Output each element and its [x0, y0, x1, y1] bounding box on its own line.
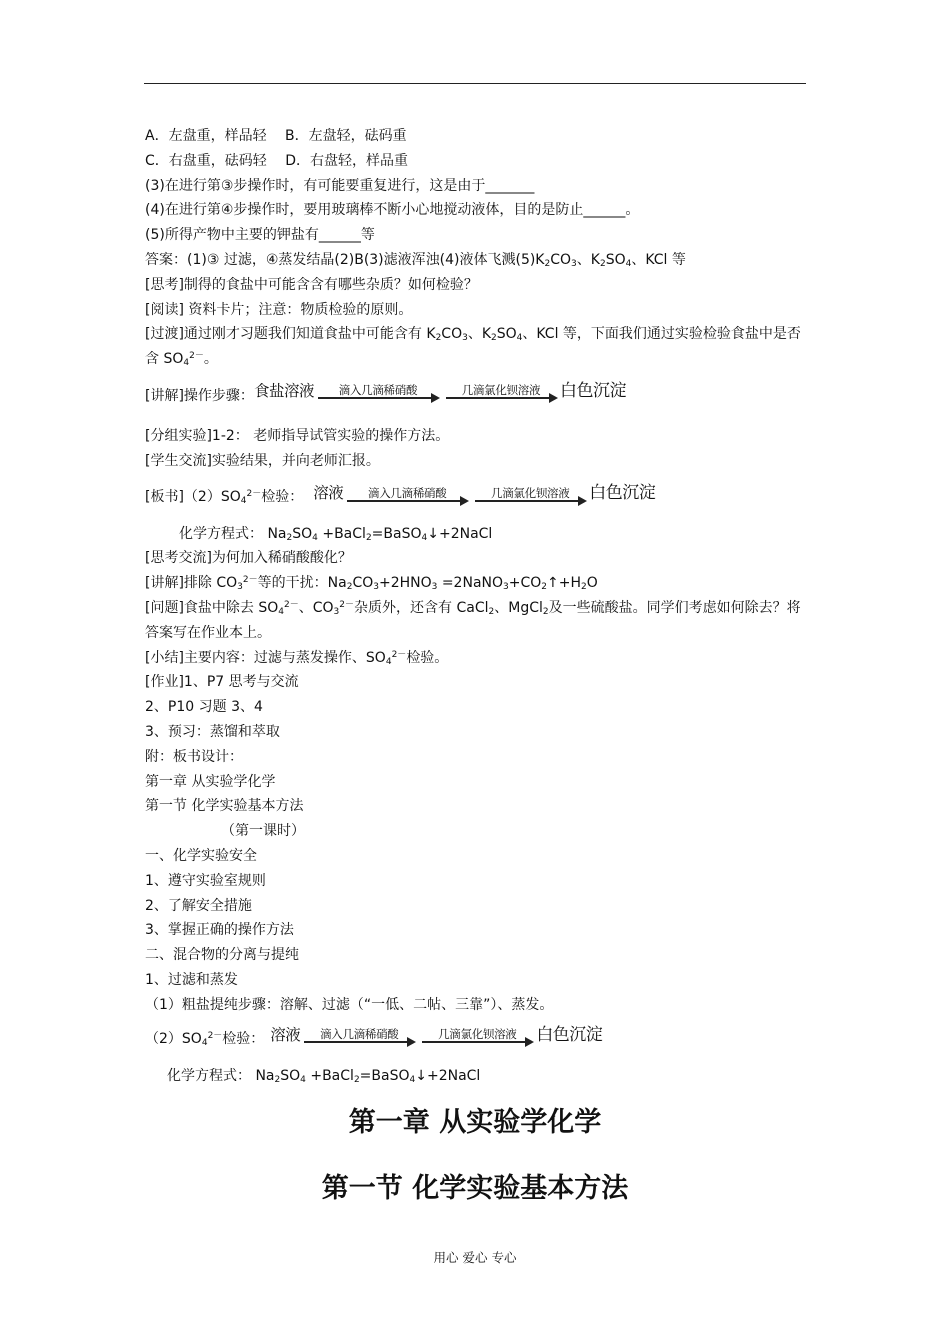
outline-test-label: $(2)SO_4^{2-}$检验：: [145, 1031, 265, 1049]
flow-arrow-2: 几滴氯化钡溶液: [446, 383, 556, 399]
outline-lesson: （第一课时）: [221, 823, 305, 840]
appendix-label: 附：板书设计：: [145, 748, 243, 765]
group-experiment: [分组实验]1-2： 老师指导试管实验的操作方法。: [145, 427, 450, 444]
outline-item: 1、遵守实验室规则: [145, 872, 266, 889]
read-line: [阅读] 资料卡片；注意：物质检验的原则。: [145, 301, 413, 318]
lecture-steps: [145, 376, 810, 416]
flow-diagram-2: [313, 481, 655, 506]
outline-part-two: 二、混合物的分离与提纯: [145, 947, 299, 964]
header-rule: [144, 83, 806, 84]
question-4: (4)在进行第④步操作时，要用玻璃棒不断小心地搅动液体，目的是防止______。: [145, 202, 640, 219]
flow-end: 白色沉淀: [589, 483, 656, 504]
lecture-label: [讲解]操作步骤：: [145, 387, 254, 404]
flow-start: 溶液: [313, 484, 344, 503]
outline-item: 1、过滤和蒸发: [145, 971, 238, 988]
flow-arrow-1: 滴入几滴稀硝酸: [304, 1027, 414, 1043]
outline-item: （1）粗盐提纯步骤：溶解、过滤（“一低、二帖、三靠”）、蒸发。: [145, 996, 554, 1013]
homework-1: [作业]1、P7 思考与交流: [145, 674, 299, 691]
equation-1: 化学方程式： $Na_2SO_4$ +BaCl$_2$=BaSO$_4$↓+2NaCl: [179, 525, 493, 543]
board-test: [145, 478, 810, 518]
board-label: [板书]$(2)SO_4^{2-}$检验：: [145, 489, 304, 507]
chapter-title: 第一章 从实验学化学: [348, 1107, 602, 1138]
flow-arrow-2: 几滴氯化钡溶液: [475, 486, 585, 502]
flow-arrow-2: 几滴氯化钡溶液: [422, 1027, 532, 1043]
transition-paragraph: [过渡]通过刚才习题我们知道食盐中可能含有 $K_2CO_3$、$K_2SO_4$、KCl 等，下面我们通过实验检验食盐中是否含 $SO_4^{2-}$。: [145, 326, 801, 369]
flow-start: 食盐溶液: [253, 381, 314, 400]
outline-part-one: 一、化学实验安全: [145, 847, 257, 864]
question-3: (3)在进行第③步操作时，有可能要重复进行，这是由于_______: [145, 177, 535, 194]
student-exchange: [学生交流]实验结果，并向老师汇报。: [145, 452, 380, 469]
flow-diagram-3: [270, 1023, 602, 1048]
page-footer: 用心 爱心 专心: [433, 1250, 517, 1265]
section-title: 第一节 化学实验基本方法: [321, 1173, 629, 1204]
outline-item: 3、掌握正确的操作方法: [145, 922, 294, 939]
flow-diagram-1: [254, 379, 626, 404]
flow-end: 白色沉淀: [536, 1025, 603, 1046]
problem-paragraph: [问题]食盐中除去 $SO_4^{2-}$、$CO_3^{2-}$杂质外，还含有 CaCl$_2$、MgCl$_2$及一些硫酸盐。同学们考虑如何除去？将答案写在作业本上。: [145, 599, 801, 641]
flow-end: 白色沉淀: [559, 380, 626, 401]
think-line: [思考]制得的食盐中可能含含有哪些杂质？如何检验？: [145, 276, 478, 293]
outline-test: [145, 1020, 810, 1060]
document-body: [145, 124, 810, 1088]
homework-3: 3、预习：蒸馏和萃取: [145, 723, 280, 740]
flow-arrow-1: 滴入几滴稀硝酸: [347, 486, 467, 502]
homework-2: 2、P10 习题 3、4: [145, 699, 263, 716]
outline-item: 2、了解安全措施: [145, 897, 252, 914]
question-5: (5)所得产物中主要的钾盐有______等: [145, 227, 375, 244]
options-ab: A．左盘重，样品轻 B．左盘轻，砝码重: [145, 128, 407, 144]
summary-line: [小结]主要内容：过滤与蒸发操作、$SO_4^{2-}$检验。: [145, 649, 449, 667]
flow-arrow-1: 滴入几滴稀硝酸: [318, 383, 438, 399]
answer-line: 答案：(1)③ 过滤，④蒸发结晶(2)B(3)滤液浑浊(4)液体飞溅$(5)K_2CO_3$、$K_2SO_4$、KCl 等: [145, 251, 686, 269]
lecture-2: [讲解]排除 $CO_3^{2-}$等的干扰：$Na_2CO_3+2HNO_3$ $=2NaNO_3+CO_2↑+H_2O$: [145, 575, 598, 593]
outline-section: 第一节 化学实验基本方法: [145, 798, 304, 815]
equation-2: 化学方程式： $Na_2SO_4$ +BaCl$_2$=BaSO$_4$↓+2NaCl: [167, 1067, 481, 1085]
options-cd: C．右盘重，砝码轻 D．右盘轻，样品重: [145, 152, 409, 169]
think-exchange: [思考交流]为何加入稀硝酸酸化？: [145, 550, 352, 567]
flow-start: 溶液: [270, 1026, 301, 1045]
outline-chapter: 第一章 从实验学化学: [145, 773, 276, 790]
